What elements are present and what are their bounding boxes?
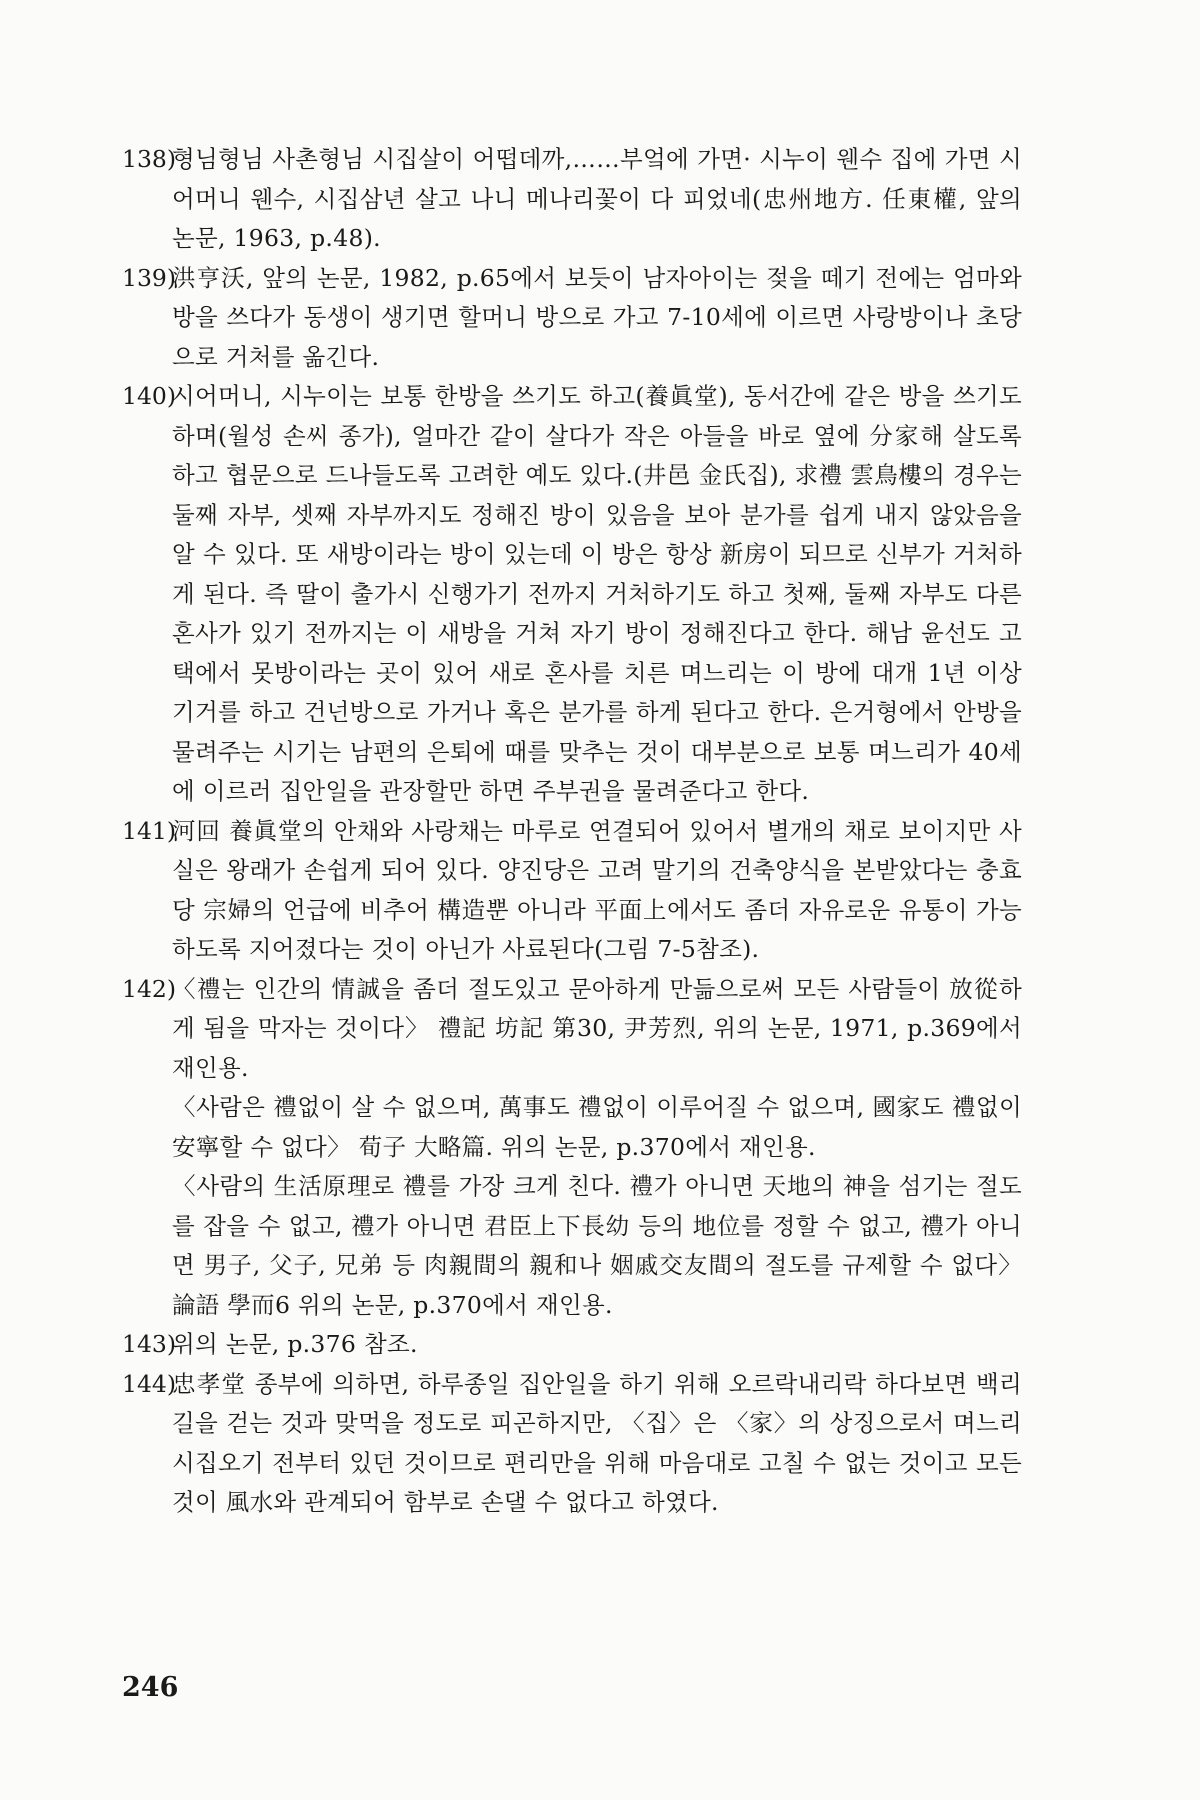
footnote-number: 141)	[122, 816, 177, 845]
footnote-144	[122, 1365, 1022, 1523]
footnote-text	[172, 377, 1022, 812]
footnote-140	[122, 377, 1022, 812]
footnote-paragraph: 〈禮는 인간의 情誠을 좀더 절도있고 문아하게 만듦으로써 모든 사람들이 放從하게 됨을 막자는 것이다〉 禮記 坊記 第30, 尹芳烈, 위의 논문, 1971, p.369에서 재인용.	[172, 974, 1022, 1082]
footnote-paragraph: 洪亨沃, 앞의 논문, 1982, p.65에서 보듯이 남자아이는 젖을 떼기 전에는 엄마와 방을 쓰다가 동생이 생기면 할머니 방으로 가고 7-10세에 이르면 사랑방이나 초당으로 거처를 옮긴다.	[172, 263, 1022, 371]
footnote-142	[122, 970, 1022, 1326]
footnote-141	[122, 812, 1022, 970]
footnote-text	[172, 970, 1022, 1326]
footnote-139	[122, 259, 1022, 378]
footnotes-body	[122, 140, 1022, 1523]
footnote-paragraph: 형님형님 사촌형님 시집살이 어떱데까,……부엌에 가면· 시누이 웬수 집에 가면 시어머니 웬수, 시집삼년 살고 나니 메나리꽃이 다 피었네(忠州地方. 任東權, 앞의 논문, 1963, p.48).	[172, 145, 1022, 252]
footnote-number: 139)	[122, 263, 177, 292]
footnote-138	[122, 140, 1022, 259]
footnote-text	[172, 259, 1022, 378]
footnote-number: 140)	[122, 382, 177, 410]
footnote-text	[172, 1365, 1022, 1523]
footnote-number: 143)	[122, 1330, 177, 1358]
footnote-paragraph: 河回 養眞堂의 안채와 사랑채는 마루로 연결되어 있어서 별개의 채로 보이지만 사실은 왕래가 손쉽게 되어 있다. 양진당은 고려 말기의 건축양식을 본받았다는 충효당 宗婦의 언급에 비추어 構造뿐 아니라 平面上에서도 좀더 자유로운 유통이 가능하도록 지어졌다는 것이 아닌가 사료된다(그림 7-5참조).	[172, 816, 1022, 963]
footnote-143	[122, 1325, 1022, 1365]
footnote-paragraph: 〈사람의 生活原理로 禮를 가장 크게 친다. 禮가 아니면 天地의 神을 섬기는 절도를 잡을 수 없고, 禮가 아니면 君臣上下長幼 등의 地位를 정할 수 없고, 禮가 아니면 男子, 父子, 兄弟 등 肉親間의 親和나 姻戚交友間의 절도를 규제할 수 없다〉 論語 學而6 위의 논문, p.370에서 재인용.	[172, 1172, 1022, 1319]
footnote-paragraph: 〈사람은 禮없이 살 수 없으며, 萬事도 禮없이 이루어질 수 없으며, 國家도 禮없이 安寧할 수 없다〉 荀子 大略篇. 위의 논문, p.370에서 재인용.	[172, 1093, 1022, 1161]
footnote-text	[172, 140, 1022, 259]
footnote-number: 138)	[122, 145, 177, 173]
footnote-number: 142)	[122, 974, 177, 1003]
page-number: 246	[122, 1672, 179, 1703]
footnote-text	[172, 812, 1022, 970]
footnote-paragraph: 위의 논문, p.376 참조.	[172, 1330, 418, 1358]
footnote-text	[172, 1325, 1022, 1365]
footnote-paragraph: 시어머니, 시누이는 보통 한방을 쓰기도 하고(養眞堂), 동서간에 같은 방을 쓰기도 하며(월성 손씨 종가), 얼마간 같이 살다가 작은 아들을 바로 옆에 分家해 살도록 하고 협문으로 드나들도록 고려한 예도 있다.(井邑 金氏집), 求禮 雲鳥樓의 경우는 둘째 자부, 셋째 자부까지도 정해진 방이 있음을 보아 분가를 쉽게 내지 않았음을 알 수 있다. 또 새방이라는 방이 있는데 이 방은 항상 新房이 되므로 신부가 거처하게 된다. 즉 딸이 출가시 신행가기 전까지 거처하기도 하고 첫째, 둘째 자부도 다른 혼사가 있기 전까지는 이 새방을 거쳐 자기 방이 정해진다고 한다. 해남 윤선도 고택에서 못방이라는 곳이 있어 새로 혼사를 치른 며느리는 이 방에 대개 1년 이상 기거를 하고 건넌방으로 가거나 혹은 분가를 하게 된다고 한다. 은거형에서 안방을 물려주는 시기는 남편의 은퇴에 때를 맞추는 것이 대부분으로 보통 며느리가 40세에 이르러 집안일을 관장할만 하면 주부권을 물려준다고 한다.	[172, 382, 1022, 805]
footnote-paragraph: 忠孝堂 종부에 의하면, 하루종일 집안일을 하기 위해 오르락내리락 하다보면 백리 길을 걷는 것과 맞먹을 정도로 피곤하지만, 〈집〉은 〈家〉의 상징으로서 며느리 시집오기 전부터 있던 것이므로 편리만을 위해 마음대로 고칠 수 없는 것이고 모든 것이 風水와 관계되어 함부로 손댈 수 없다고 하였다.	[172, 1369, 1022, 1516]
footnote-number: 144)	[122, 1369, 177, 1398]
